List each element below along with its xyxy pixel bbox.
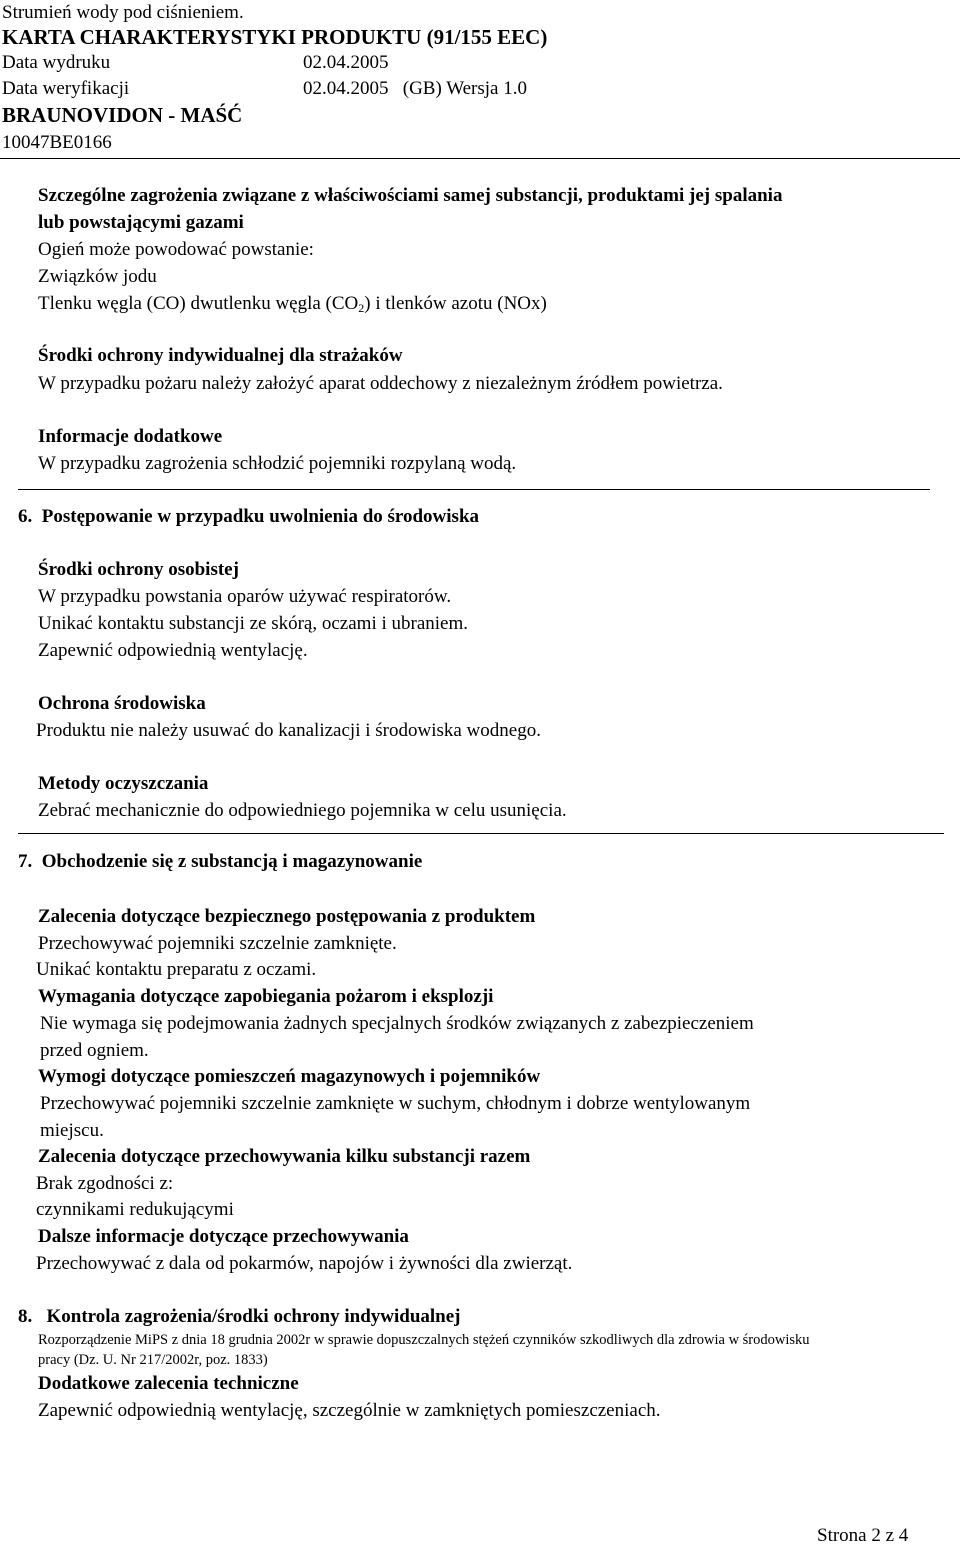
print-date-label: Data wydruku (2, 52, 111, 73)
section-7-number: 7. (18, 851, 33, 872)
personal-protection-line3: Zapewnić odpowiednią wentylację. (38, 640, 308, 661)
fire-prevention-line1: Nie wymaga się podejmowania żadnych specjalnych środków związanych z zabezpieczeniem (40, 1013, 754, 1034)
technical-recommendations-title: Dodatkowe zalecenia techniczne (38, 1373, 299, 1394)
section-6-number: 6. (18, 506, 33, 527)
section-8-title: Kontrola zagrożenia/środki ochrony indywidualnej (46, 1306, 461, 1327)
header-divider (0, 158, 960, 159)
section-6-title: Postępowanie w przypadku uwolnienia do środowiska (41, 506, 480, 527)
print-date-row (2, 52, 389, 74)
firefighter-ppe-title: Środki ochrony indywidualnej dla strażaków (38, 345, 403, 366)
print-date-value: 02.04.2005 (303, 52, 389, 73)
safe-handling-title: Zalecenia dotyczące bezpiecznego postępowania z produktem (38, 906, 536, 927)
hazards-title-line2: lub powstającymi gazami (38, 212, 244, 233)
environment-text: Produktu nie należy usuwać do kanalizacji i środowiska wodnego. (36, 720, 541, 741)
regulation-line1: Rozporządzenie MiPS z dnia 18 grudnia 2002r w sprawie dopuszczalnych stężeń czynników szkodliwych dla zdrowia w środowisku (38, 1332, 810, 1348)
environment-title: Ochrona środowiska (38, 693, 206, 714)
section-8-number: 8. (18, 1306, 33, 1327)
mixed-storage-line2: czynnikami redukującymi (36, 1199, 234, 1220)
verify-date: 02.04.2005 (303, 78, 389, 99)
page-number: Strona 2 z 4 (817, 1525, 909, 1546)
document-title: KARTA CHARAKTERYSTYKI PRODUKTU (91/155 EEC) (2, 25, 548, 49)
safe-handling-line2: Unikać kontaktu preparatu z oczami. (36, 959, 317, 980)
section-7-title: Obchodzenie się z substancją i magazynowanie (41, 851, 423, 872)
technical-recommendations-text: Zapewnić odpowiednią wentylację, szczególnie w zamkniętych pomieszczeniach. (38, 1400, 661, 1421)
oxides-text (38, 292, 547, 320)
section-divider (18, 833, 944, 834)
header-product-line: Strumień wody pod ciśnieniem. (2, 2, 244, 23)
fire-combustion-text: Ogień może powodować powstanie: (38, 239, 314, 260)
product-code: 10047BE0166 (2, 132, 112, 153)
section-divider (18, 489, 930, 490)
version-label: (GB) Wersja 1.0 (402, 78, 527, 99)
storage-info-text: Przechowywać z dala od pokarmów, napojów i żywności dla zwierząt. (36, 1253, 573, 1274)
section-6-heading (18, 505, 479, 529)
storage-info-title: Dalsze informacje dotyczące przechowywania (38, 1226, 409, 1247)
verify-date-row (2, 78, 527, 100)
verify-date-value (303, 78, 527, 100)
safe-handling-line1: Przechowywać pojemniki szczelnie zamknięte. (38, 933, 397, 954)
cleanup-text: Zebrać mechanicznie do odpowiedniego pojemnika w celu usunięcia. (38, 800, 567, 821)
additional-info-text: W przypadku zagrożenia schłodzić pojemniki rozpylaną wodą. (38, 453, 517, 474)
additional-info-title: Informacje dodatkowe (38, 426, 223, 447)
hazards-title-line1: Szczególne zagrożenia związane z właściwościami samej substancji, produktami jej spalania (38, 185, 783, 206)
section-8-heading (18, 1305, 461, 1329)
storage-requirements-line2: miejscu. (40, 1120, 104, 1141)
section-7-heading (18, 850, 422, 874)
oxides-text-part1: Tlenku węgla (CO) dwutlenku węgla (CO (38, 293, 359, 314)
verify-date-label: Data weryfikacji (2, 78, 130, 99)
personal-protection-line2: Unikać kontaktu substancji ze skórą, oczami i ubraniem. (38, 613, 469, 634)
oxides-text-part2: ) i tlenków azotu (NOx) (364, 293, 547, 314)
fire-prevention-title: Wymagania dotyczące zapobiegania pożarom i eksplozji (38, 986, 494, 1007)
firefighter-ppe-text: W przypadku pożaru należy założyć aparat oddechowy z niezależnym źródłem powietrza. (38, 373, 723, 394)
storage-requirements-line1: Przechowywać pojemniki szczelnie zamknięte w suchym, chłodnym i dobrze wentylowanym (40, 1093, 751, 1114)
personal-protection-line1: W przypadku powstania oparów używać respiratorów. (38, 586, 452, 607)
personal-protection-title: Środki ochrony osobistej (38, 559, 239, 580)
storage-requirements-title: Wymogi dotyczące pomieszczeń magazynowych i pojemników (38, 1066, 541, 1087)
cleanup-title: Metody oczyszczania (38, 773, 209, 794)
fire-prevention-line2: przed ogniem. (40, 1040, 149, 1061)
iodine-compounds-text: Związków jodu (38, 266, 157, 287)
mixed-storage-title: Zalecenia dotyczące przechowywania kilku substancji razem (38, 1146, 531, 1167)
co2-subscript: 2 (358, 301, 365, 315)
regulation-line2: pracy (Dz. U. Nr 217/2002r, poz. 1833) (38, 1352, 268, 1368)
mixed-storage-line1: Brak zgodności z: (36, 1173, 174, 1194)
product-name: BRAUNOVIDON - MAŚĆ (2, 103, 243, 127)
